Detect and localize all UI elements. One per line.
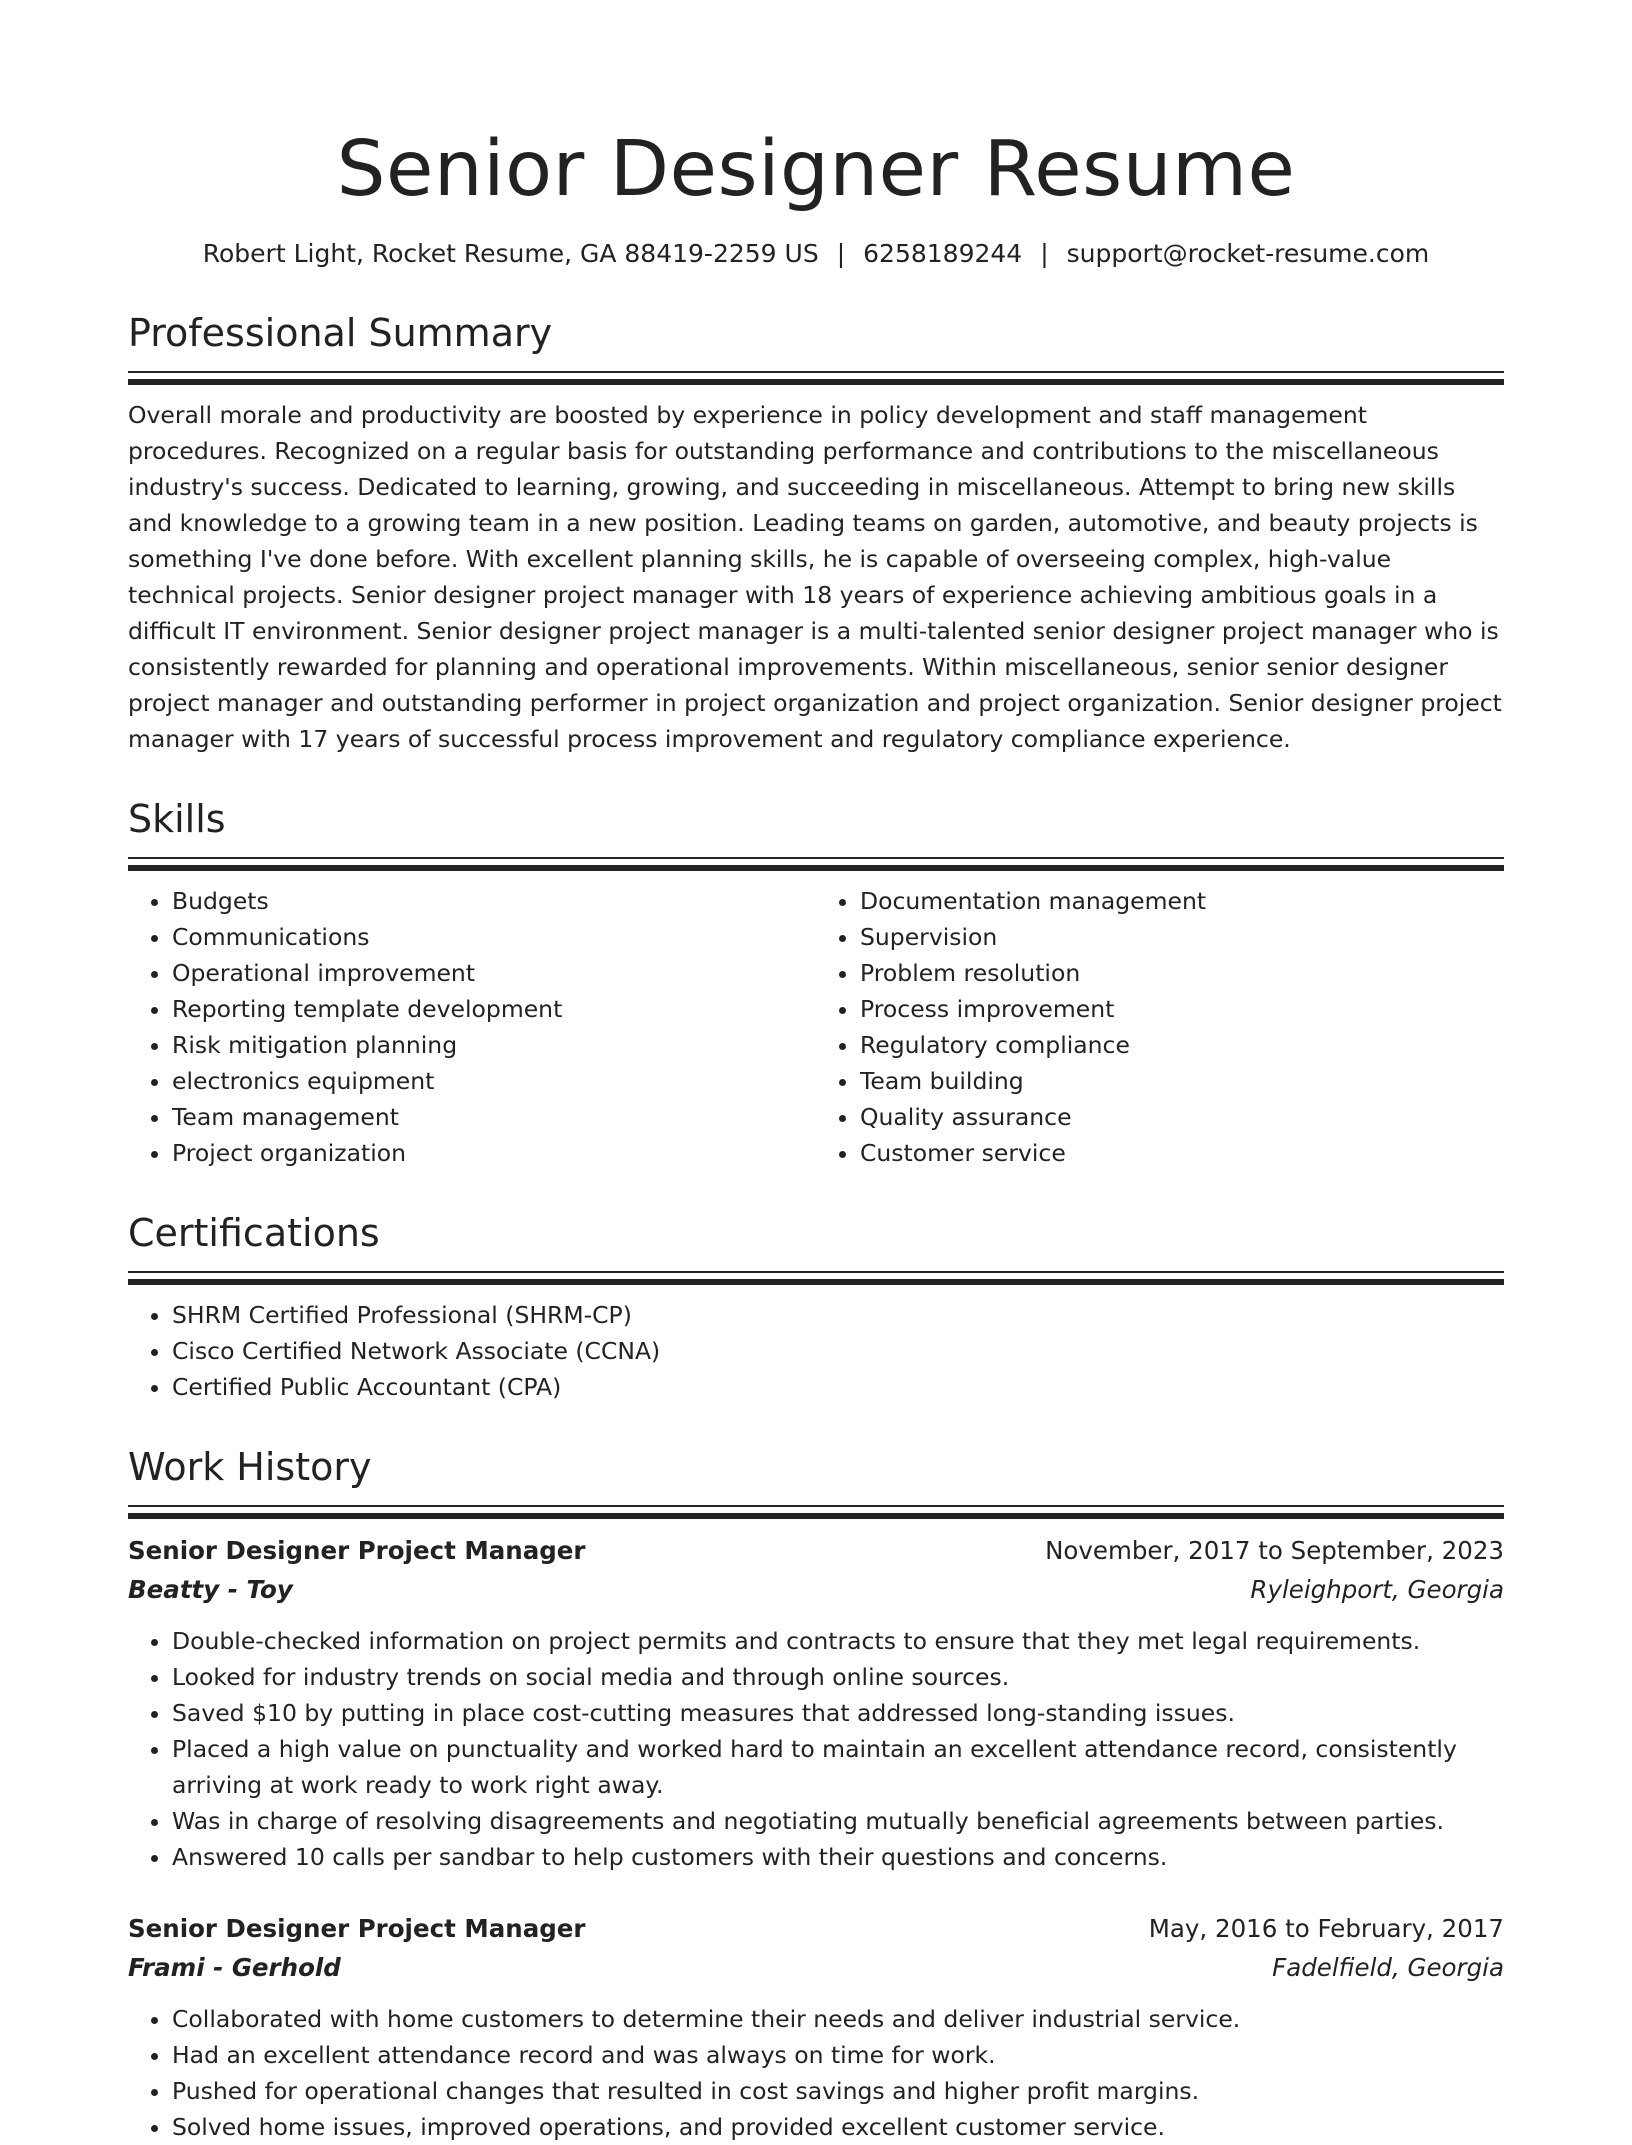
skills-list-left (128, 883, 816, 1171)
section-heading: Professional Summary (128, 311, 553, 355)
job-bullet: • Collaborated with home customers to determine their needs and deliver industrial service. (172, 2001, 1504, 2037)
section-divider (128, 857, 1504, 871)
job-bullet: • Looked for industry trends on social media and through online sources. (172, 1659, 1504, 1695)
job-bullets (128, 1623, 1504, 1875)
skills-list-right (816, 883, 1504, 1171)
skill-item: • Team management (172, 1099, 816, 1135)
skill-item: • Quality assurance (860, 1099, 1504, 1135)
job-bullet: • Double-checked information on project permits and contracts to ensure that they met legal requirements. (172, 1623, 1504, 1659)
job-location: Ryleighport, Georgia (1250, 1575, 1504, 1604)
skill-item: • Budgets (172, 883, 816, 919)
skill-item: • Customer service (860, 1135, 1504, 1171)
job-entry (128, 1909, 1504, 2145)
skill-item: • Process improvement (860, 991, 1504, 1027)
job-bullet: • Pushed for operational changes that resulted in cost savings and higher profit margins. (172, 2073, 1504, 2109)
job-company: Beatty - Toy (128, 1575, 293, 1604)
skill-item: • Risk mitigation planning (172, 1027, 816, 1063)
job-bullet: • Had an excellent attendance record and was always on time for work. (172, 2037, 1504, 2073)
page-title: Senior Designer Resume (336, 125, 1296, 214)
job-title: Senior Designer Project Manager (128, 1536, 586, 1565)
skill-item: • Supervision (860, 919, 1504, 955)
job-bullets (128, 2001, 1504, 2145)
contact-phone: 6258189244 (863, 239, 1023, 268)
job-bullet: • Answered 10 calls per sandbar to help customers with their questions and concerns. (172, 1839, 1504, 1875)
contact-email[interactable]: support@rocket-resume.com (1066, 239, 1430, 268)
skill-item: • electronics equipment (172, 1063, 816, 1099)
skills-columns (128, 883, 1504, 1171)
certifications-section (128, 1207, 1504, 1405)
job-header-row (128, 1909, 1504, 1948)
skill-item: • Operational improvement (172, 955, 816, 991)
job-header-row (128, 1531, 1504, 1570)
skills-section (128, 793, 1504, 1171)
contact-separator: | (836, 239, 846, 268)
job-dates: May, 2016 to February, 2017 (1148, 1914, 1504, 1943)
job-entry (128, 1531, 1504, 1875)
job-location: Fadelfield, Georgia (1272, 1953, 1504, 1982)
skill-item: • Documentation management (860, 883, 1504, 919)
certification-item: • Cisco Certified Network Associate (CCNA) (172, 1333, 1504, 1369)
job-title: Senior Designer Project Manager (128, 1914, 586, 1943)
work-history-section (128, 1441, 1504, 2145)
section-divider (128, 371, 1504, 385)
section-heading: Work History (128, 1445, 372, 1489)
contact-separator: | (1040, 239, 1049, 268)
job-bullet: • Saved $10 by putting in place cost-cutting measures that addressed long-standing issues. (172, 1695, 1504, 1731)
section-divider (128, 1505, 1504, 1519)
contact-address: Robert Light, Rocket Resume, GA 88419-2259 US (202, 239, 819, 268)
job-bullet: • Placed a high value on punctuality and worked hard to maintain an excellent attendance record, consistently arriving at work ready to work right away. (172, 1731, 1504, 1803)
section-divider (128, 1271, 1504, 1285)
contact-line (128, 237, 1504, 271)
skill-item: • Reporting template development (172, 991, 816, 1027)
certification-item: • SHRM Certified Professional (SHRM-CP) (172, 1297, 1504, 1333)
section-heading: Certifications (128, 1211, 380, 1255)
skill-item: • Regulatory compliance (860, 1027, 1504, 1063)
job-company-row (128, 1948, 1504, 1987)
job-dates: November, 2017 to September, 2023 (1045, 1536, 1504, 1565)
summary-section (128, 307, 1504, 757)
job-company-row (128, 1570, 1504, 1609)
skill-item: • Communications (172, 919, 816, 955)
skill-item: • Project organization (172, 1135, 816, 1171)
skill-item: • Problem resolution (860, 955, 1504, 991)
section-heading: Skills (128, 797, 226, 841)
certification-item: • Certified Public Accountant (CPA) (172, 1369, 1504, 1405)
certifications-list (128, 1297, 1504, 1405)
skill-item: • Team building (860, 1063, 1504, 1099)
job-bullet: • Solved home issues, improved operations, and provided excellent customer service. (172, 2109, 1504, 2145)
job-bullet: • Was in charge of resolving disagreements and negotiating mutually beneficial agreements between parties. (172, 1803, 1504, 1839)
job-company: Frami - Gerhold (128, 1953, 341, 1982)
summary-text: Overall morale and productivity are boosted by experience in policy development and staff management procedures. Recognized on a regular basis for outstanding performance and contributions to the miscellaneous industry's success. Dedicated to learning, growing, and succeeding in miscellaneous. Attempt to bring new skills and knowledge to a growing team in a new position. Leading teams on garden, automotive, and beauty projects is something I've done before. With excellent planning skills, he is capable of overseeing complex, high-value technical projects. Senior designer project manager with 18 years of experience achieving ambitious goals in a difficult IT environment. Senior designer project manager is a multi-talented senior designer project manager who is consistently rewarded for planning and operational improvements. Within miscellaneous, senior senior designer project manager and outstanding performer in project organization and project organization. Senior designer project manager with 17 years of successful process improvement and regulatory compliance experience. (128, 401, 1502, 753)
